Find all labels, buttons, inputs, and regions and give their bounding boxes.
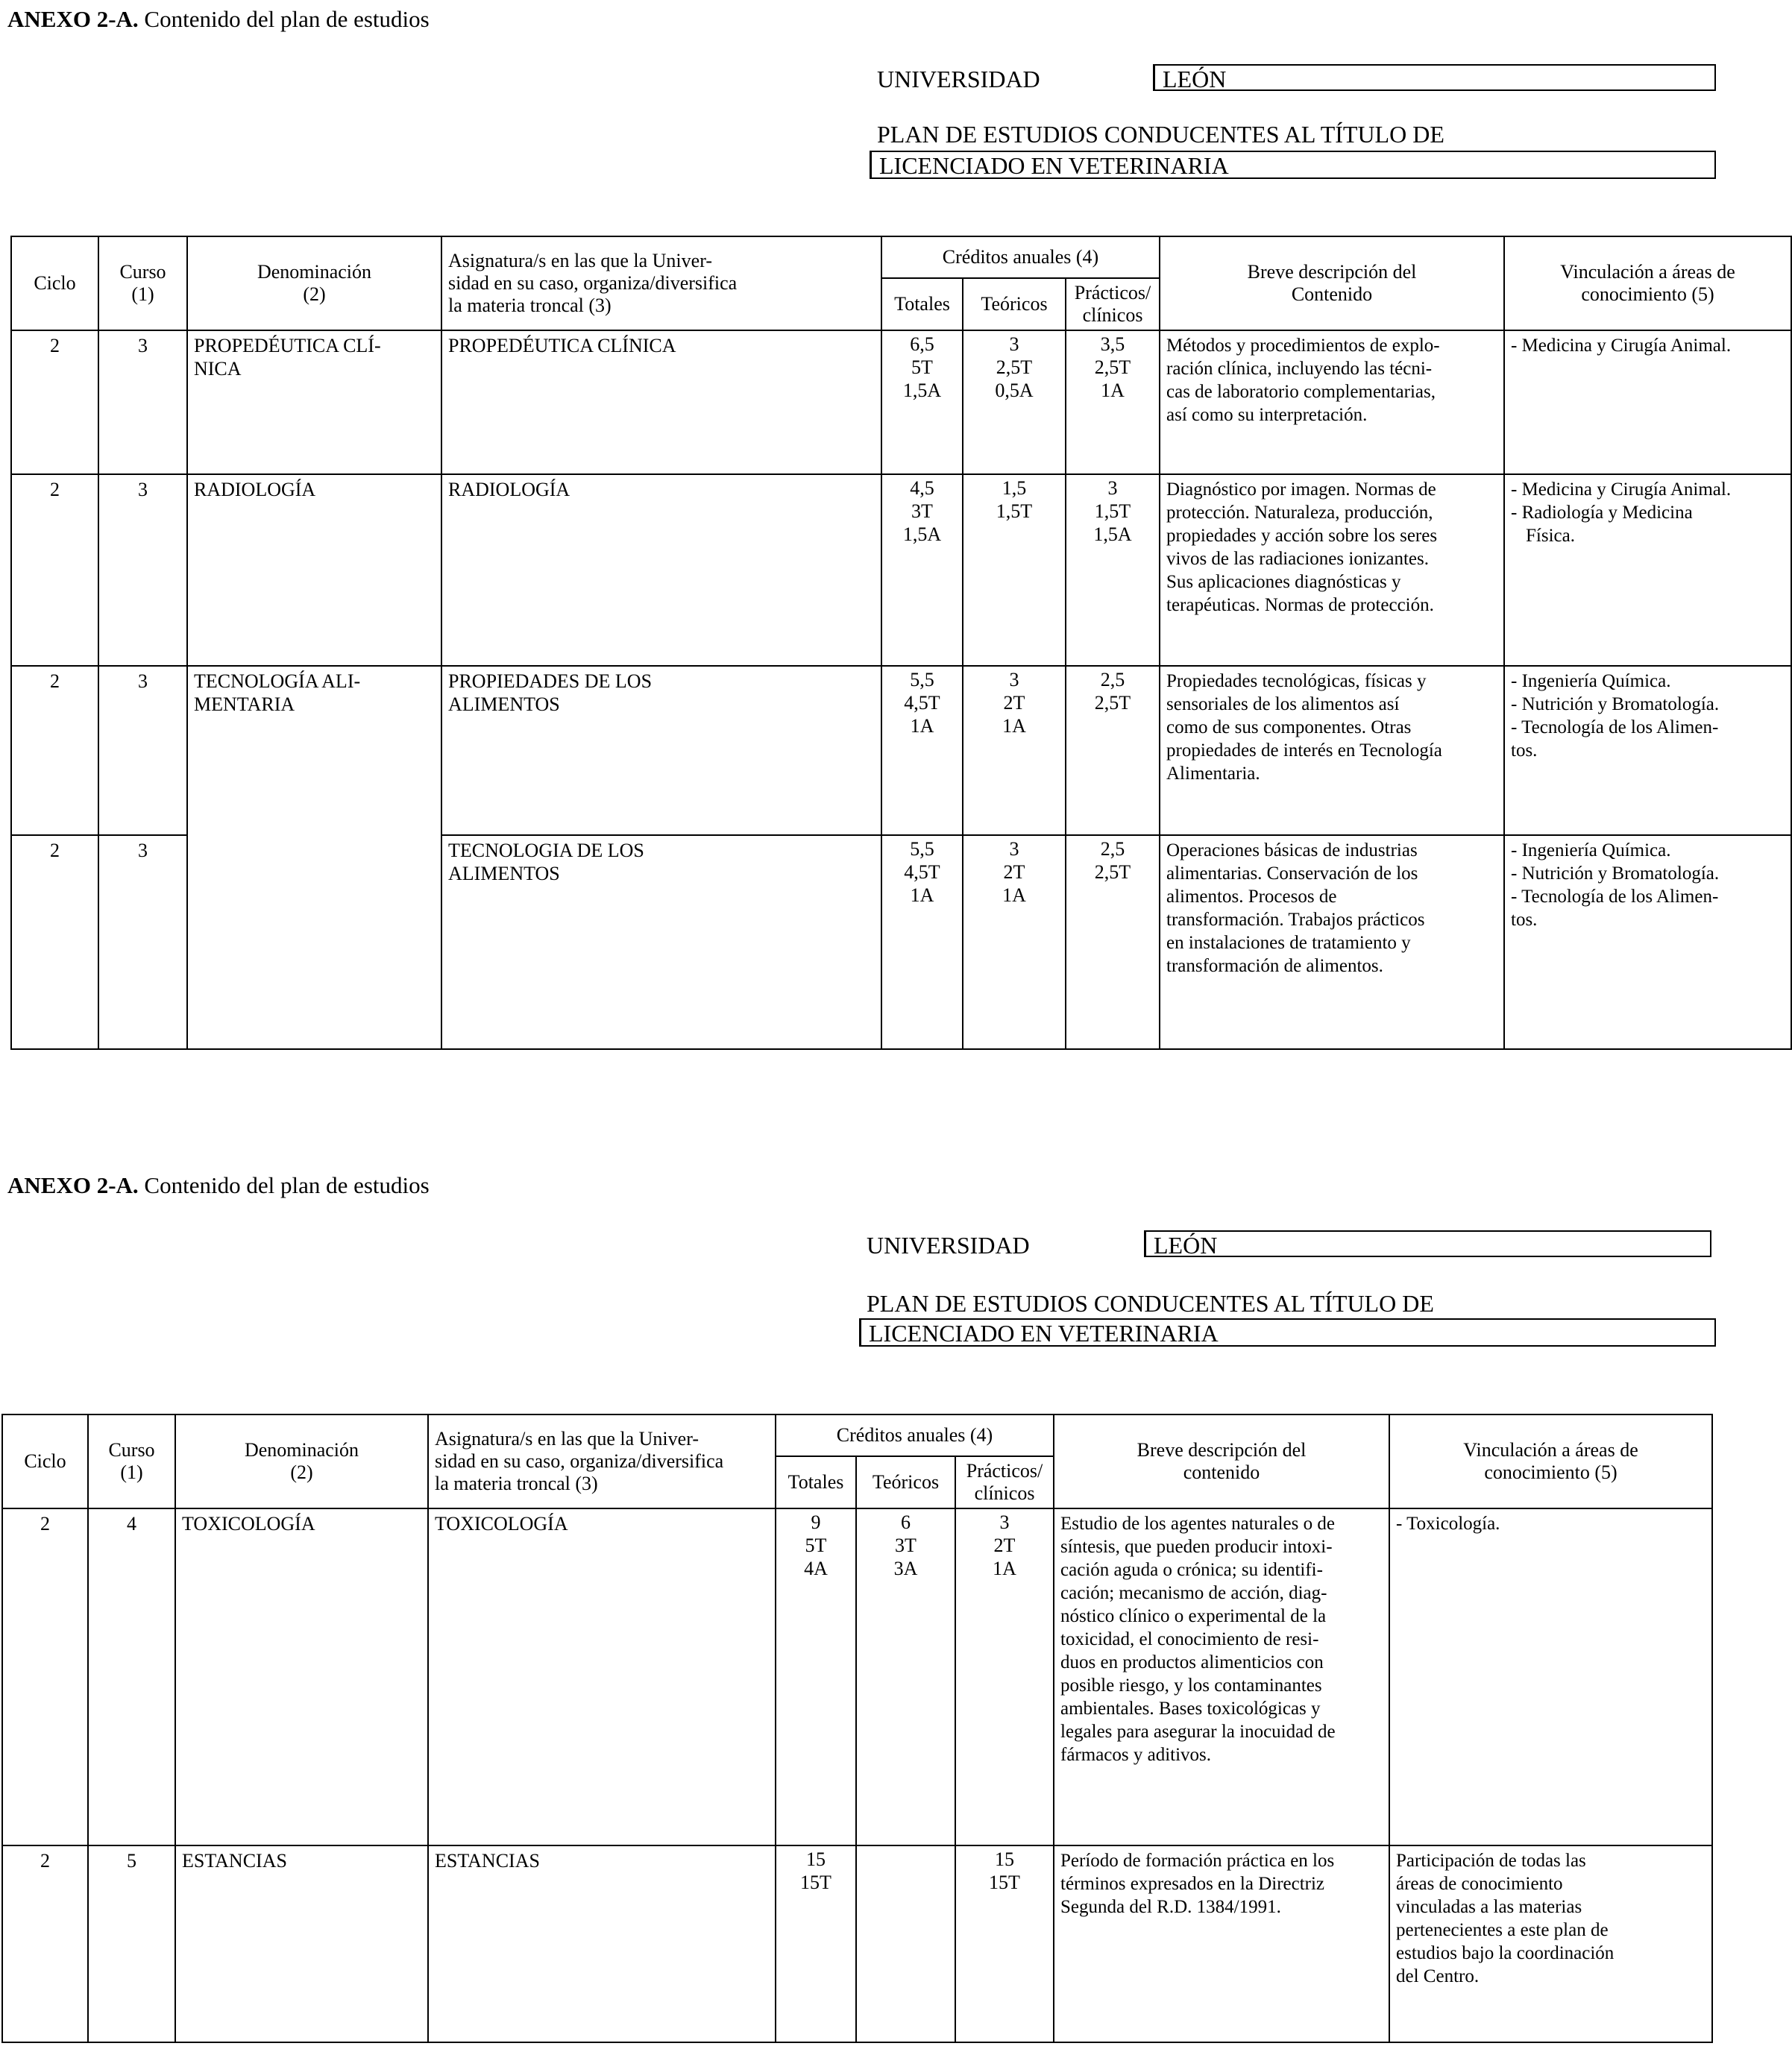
table-row <box>11 474 1791 666</box>
plan-table <box>10 236 1792 1050</box>
cell-totales: 15 15T <box>776 1845 856 2042</box>
cell-vinculacion: - Medicina y Cirugía Animal. <box>1504 330 1791 474</box>
cell-totales: 4,5 3T 1,5A <box>881 474 963 666</box>
header-asignatura: Asignatura/s en las que la Univer- sidad en su caso, organiza/diversifica la materia troncal (3) <box>441 236 881 330</box>
cell-denominacion: RADIOLOGÍA <box>187 474 441 666</box>
cell-vinculacion: - Ingeniería Química. - Nutrición y Bromatología. - Tecnología de los Alimen- tos. <box>1504 835 1791 1049</box>
cell-curso: 5 <box>88 1845 175 2042</box>
table-row <box>11 666 1791 835</box>
cell-denominacion: ESTANCIAS <box>175 1845 428 2042</box>
cell-practicos: 2,5 2,5T <box>1066 835 1160 1049</box>
header-vinculacion: Vinculación a áreas de conocimiento (5) <box>1504 236 1791 330</box>
cell-practicos: 3,5 2,5T 1A <box>1066 330 1160 474</box>
cell-teoricos: 1,5 1,5T <box>963 474 1066 666</box>
cell-totales: 5,5 4,5T 1A <box>881 835 963 1049</box>
titulo-value-box: LICENCIADO EN VETERINARIA <box>859 1318 1716 1347</box>
universidad-label: UNIVERSIDAD <box>877 66 1040 92</box>
cell-ciclo: 2 <box>11 474 98 666</box>
header-practicos: Prácticos/ clínicos <box>955 1456 1054 1508</box>
cell-descripcion: Propiedades tecnológicas, físicas y sensoriales de los alimentos así como de sus componentes. Otras propiedades de interés en Tecnología Alimentaria. <box>1160 666 1504 835</box>
cell-descripcion: Diagnóstico por imagen. Normas de protección. Naturaleza, producción, propiedades y acción sobre los seres vivos de las radiaciones ionizantes. Sus aplicaciones diagnósticas y terapéuticas. Normas de protección. <box>1160 474 1504 666</box>
cell-teoricos: 3 2T 1A <box>963 835 1066 1049</box>
plan-title-label: PLAN DE ESTUDIOS CONDUCENTES AL TÍTULO DE <box>867 1290 1434 1317</box>
cell-denominacion: PROPEDÉUTICA CLÍ- NICA <box>187 330 441 474</box>
cell-curso: 4 <box>88 1508 175 1845</box>
cell-ciclo: 2 <box>11 330 98 474</box>
cell-vinculacion: - Toxicología. <box>1389 1508 1712 1845</box>
header-denominacion: Denominación (2) <box>187 236 441 330</box>
annex-section-2 <box>0 1163 1716 2055</box>
cell-teoricos: 6 3T 3A <box>856 1508 955 1845</box>
table-row <box>2 1845 1712 2042</box>
cell-asignatura: ESTANCIAS <box>428 1845 776 2042</box>
header-asignatura: Asignatura/s en las que la Univer- sidad en su caso, organiza/diversifica la materia troncal (3) <box>428 1414 776 1508</box>
cell-asignatura: TECNOLOGIA DE LOS ALIMENTOS <box>441 835 881 1049</box>
universidad-value-box: LEÓN <box>1153 64 1716 91</box>
cell-ciclo: 2 <box>2 1845 88 2042</box>
cell-vinculacion: - Medicina y Cirugía Animal. - Radiología y Medicina Física. <box>1504 474 1791 666</box>
cell-practicos: 2,5 2,5T <box>1066 666 1160 835</box>
table-row <box>2 1508 1712 1845</box>
header-practicos: Prácticos/ clínicos <box>1066 278 1160 330</box>
cell-denominacion: TOXICOLOGÍA <box>175 1508 428 1845</box>
header-descripcion: Breve descripción del contenido <box>1054 1414 1389 1508</box>
cell-practicos: 3 1,5T 1,5A <box>1066 474 1160 666</box>
header-ciclo: Ciclo <box>2 1414 88 1508</box>
cell-descripcion: Período de formación práctica en los términos expresados en la Directriz Segunda del R.D. 1384/1991. <box>1054 1845 1389 2042</box>
universidad-label: UNIVERSIDAD <box>867 1232 1030 1259</box>
header-vinculacion: Vinculación a áreas de conocimiento (5) <box>1389 1414 1712 1508</box>
header-creditos: Créditos anuales (4) <box>776 1414 1054 1456</box>
cell-totales: 5,5 4,5T 1A <box>881 666 963 835</box>
titulo-value-box: LICENCIADO EN VETERINARIA <box>870 151 1716 179</box>
cell-asignatura: TOXICOLOGÍA <box>428 1508 776 1845</box>
cell-asignatura: PROPIEDADES DE LOS ALIMENTOS <box>441 666 881 835</box>
cell-teoricos <box>856 1845 955 2042</box>
header-curso: Curso (1) <box>98 236 187 330</box>
cell-curso: 3 <box>98 666 187 835</box>
cell-asignatura: PROPEDÉUTICA CLÍNICA <box>441 330 881 474</box>
cell-practicos: 15 15T <box>955 1845 1054 2042</box>
header-denominacion: Denominación (2) <box>175 1414 428 1508</box>
header-teoricos: Teóricos <box>963 278 1066 330</box>
cell-descripcion: Métodos y procedimientos de explo- ración clínica, incluyendo las técni- cas de laboratorio complementarias, así como su interpretación. <box>1160 330 1504 474</box>
plan-title-label: PLAN DE ESTUDIOS CONDUCENTES AL TÍTULO DE <box>877 121 1444 148</box>
cell-totales: 9 5T 4A <box>776 1508 856 1845</box>
cell-ciclo: 2 <box>11 835 98 1049</box>
header-curso: Curso (1) <box>88 1414 175 1508</box>
header-totales: Totales <box>881 278 963 330</box>
cell-teoricos: 3 2T 1A <box>963 666 1066 835</box>
cell-curso: 3 <box>98 330 187 474</box>
header-totales: Totales <box>776 1456 856 1508</box>
cell-totales: 6,5 5T 1,5A <box>881 330 963 474</box>
cell-vinculacion: Participación de todas las áreas de conocimiento vinculadas a las materias pertenecientes a este plan de estudios bajo la coordinación del Centro. <box>1389 1845 1712 2042</box>
cell-asignatura: RADIOLOGÍA <box>441 474 881 666</box>
cell-teoricos: 3 2,5T 0,5A <box>963 330 1066 474</box>
annex-heading: ANEXO 2-A. Contenido del plan de estudios <box>7 6 430 32</box>
header-ciclo: Ciclo <box>11 236 98 330</box>
cell-ciclo: 2 <box>2 1508 88 1845</box>
header-descripcion: Breve descripción del Contenido <box>1160 236 1504 330</box>
header-creditos: Créditos anuales (4) <box>881 236 1160 278</box>
universidad-value-box: LEÓN <box>1144 1230 1711 1257</box>
table-row <box>11 330 1791 474</box>
cell-curso: 3 <box>98 835 187 1049</box>
header-teoricos: Teóricos <box>856 1456 955 1508</box>
cell-descripcion: Operaciones básicas de industrias alimentarias. Conservación de los alimentos. Procesos de transformación. Trabajos prácticos en instalaciones de tratamiento y transformación de alimentos. <box>1160 835 1504 1049</box>
annex-heading: ANEXO 2-A. Contenido del plan de estudios <box>7 1172 430 1198</box>
plan-table <box>1 1414 1713 2043</box>
cell-vinculacion: - Ingeniería Química. - Nutrición y Bromatología. - Tecnología de los Alimen- tos. <box>1504 666 1791 835</box>
cell-denominacion: TECNOLOGÍA ALI- MENTARIA <box>187 666 441 1049</box>
cell-curso: 3 <box>98 474 187 666</box>
cell-descripcion: Estudio de los agentes naturales o de síntesis, que pueden producir intoxi- cación aguda o crónica; su identifi- cación; mecanismo de acción, diag- nóstico clínico o experimental de la toxicidad, el conocimiento de resi- duos en productos alimenticios con posible riesgo, y los contaminantes ambientales. Bases toxicológicas y legales para asegurar la inocuidad de fármacos y aditivos. <box>1054 1508 1389 1845</box>
cell-practicos: 3 2T 1A <box>955 1508 1054 1845</box>
cell-ciclo: 2 <box>11 666 98 835</box>
